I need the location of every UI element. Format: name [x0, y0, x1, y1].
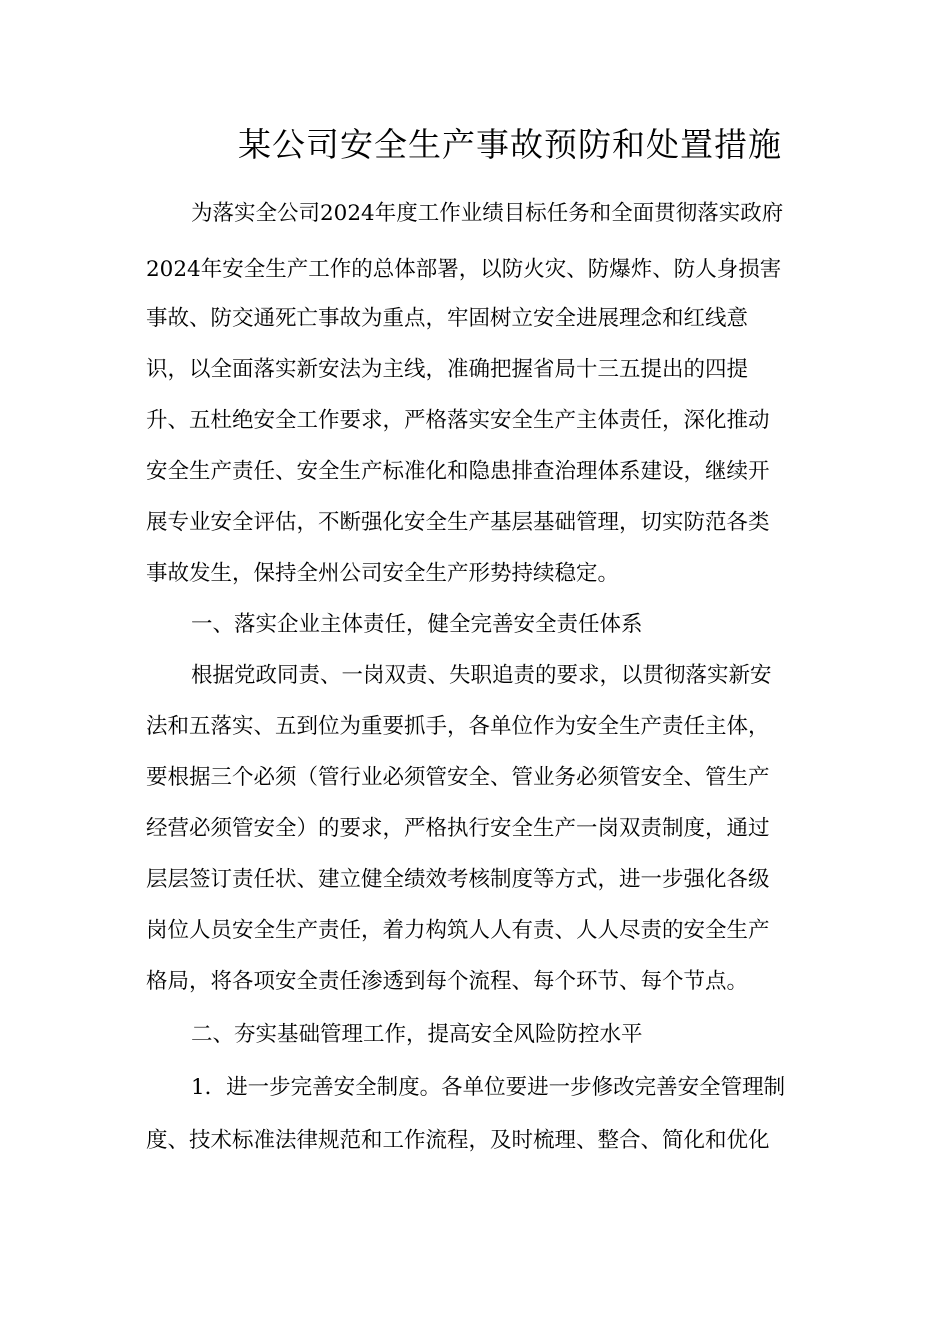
- paragraph-line: 2024年安全生产工作的总体部署，以防火灾、防爆炸、防人身损害: [146, 257, 782, 282]
- paragraph-line: 度、技术标准法律规范和工作流程，及时梳理、整合、简化和优化: [146, 1128, 770, 1153]
- paragraph-line: 升、五杜绝安全工作要求，严格落实安全生产主体责任，深化推动: [146, 408, 770, 433]
- paragraph-line: 事故、防交通死亡事故为重点，牢固树立安全进展理念和红线意: [146, 306, 749, 331]
- paragraph-line: 要根据三个必须（管行业必须管安全、管业务必须管安全、管生产: [146, 765, 770, 790]
- paragraph-line: 1．进一步完善安全制度。各单位要进一步修改完善安全管理制: [191, 1075, 786, 1100]
- paragraph-line: 识，以全面落实新安法为主线，准确把握省局十三五提出的四提: [146, 357, 749, 382]
- paragraph-line: 岗位人员安全生产责任，着力构筑人人有责、人人尽责的安全生产: [146, 918, 770, 943]
- document-title: 某公司安全生产事故预防和处置措施: [238, 125, 782, 164]
- section-heading-1: 一、落实企业主体责任，健全完善安全责任体系: [191, 612, 643, 637]
- paragraph-line: 事故发生，保持全州公司安全生产形势持续稳定。: [146, 561, 620, 586]
- paragraph-line: 展专业安全评估，不断强化安全生产基层基础管理，切实防范各类: [146, 510, 770, 535]
- section-heading-2: 二、夯实基础管理工作，提高安全风险防控水平: [191, 1022, 643, 1047]
- paragraph-line: 安全生产责任、安全生产标准化和隐患排查治理体系建设，继续开: [146, 459, 770, 484]
- paragraph-line: 经营必须管安全）的要求，严格执行安全生产一岗双责制度，通过: [146, 816, 770, 841]
- paragraph-line: 层层签订责任状、建立健全绩效考核制度等方式，进一步强化各级: [146, 867, 770, 892]
- paragraph-line: 根据党政同责、一岗双责、失职追责的要求，以贯彻落实新安: [191, 663, 772, 688]
- paragraph-line: 为落实全公司2024年度工作业绩目标任务和全面贯彻落实政府: [191, 201, 784, 226]
- paragraph-line: 法和五落实、五到位为重要抓手，各单位作为安全生产责任主体，: [146, 714, 770, 739]
- paragraph-line: 格局，将各项安全责任渗透到每个流程、每个环节、每个节点。: [146, 969, 749, 994]
